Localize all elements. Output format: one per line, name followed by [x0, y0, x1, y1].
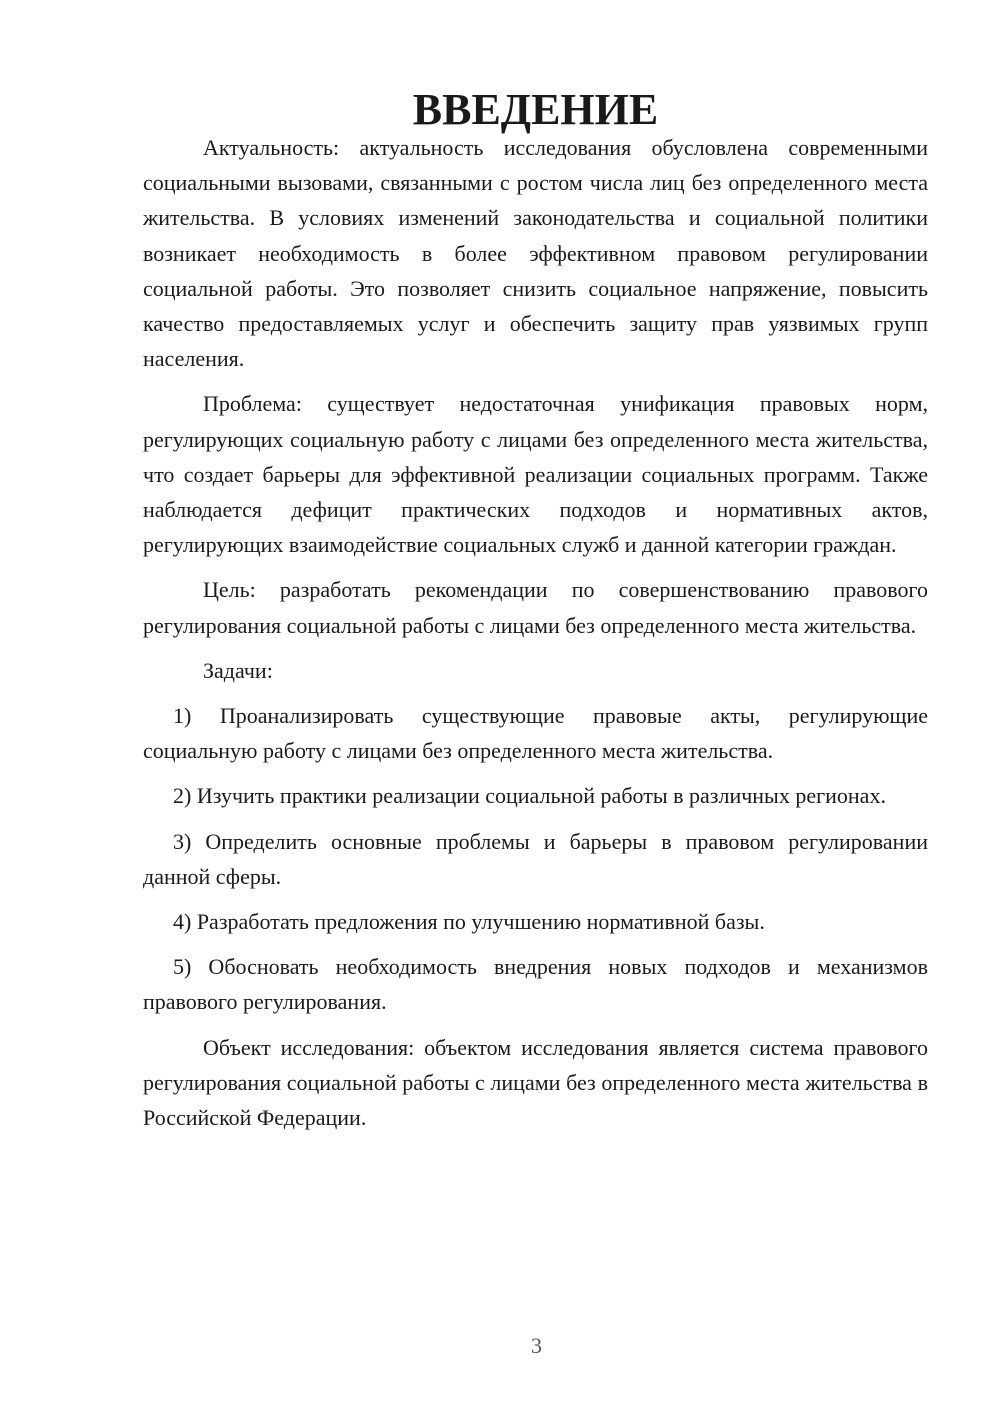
task-item: 4) Разработать предложения по улучшению нормативной базы. — [173, 909, 765, 935]
tasks-list — [143, 698, 928, 1020]
task-item: 3) Определить основные проблемы и барьеры в правовом регулировании данной сферы. — [143, 828, 928, 889]
page-number: 3 — [531, 1333, 542, 1358]
object-paragraph: Объект исследования: объектом исследования является система правового регулирования социальной работы с лицами без определенного места жительства в Российской Федерации. — [143, 1034, 928, 1131]
task-item: 5) Обосновать необходимость внедрения новых подходов и механизмов правового регулирования. — [143, 954, 928, 1015]
task-item: 1) Проанализировать существующие правовые акты, регулирующие социальную работу с лицами без определенного места жительства. — [143, 703, 928, 764]
task-item: 2) Изучить практики реализации социальной работы в различных регионах. — [173, 783, 886, 809]
document-page — [143, 85, 928, 1135]
problem-paragraph: Проблема: существует недостаточная унификация правовых норм, регулирующих социальную работу с лицами без определенного места жительства, что создает барьеры для эффективной реализации социальных программ. Также наблюдается дефицит практических подходов и нормативных актов, регулирующих взаимодействие социальных служб и данной категории граждан. — [143, 391, 928, 558]
section-title: ВВЕДЕНИЕ — [412, 85, 659, 134]
goal-paragraph: Цель: разработать рекомендации по совершенствованию правового регулирования социальной работы с лицами без определенного места жительства. — [143, 577, 928, 638]
relevance-paragraph: Актуальность: актуальность исследования обусловлена современными социальными вызовами, связанными с ростом числа лиц без определенного места жительства. В условиях изменений законодательства и социальной политики возникает необходимость в более эффективном правовом регулировании социальной работы. Это позволяет снизить социальное напряжение, повысить качество предоставляемых услуг и обеспечить защиту прав уязвимых групп населения. — [143, 135, 928, 372]
tasks-heading: Задачи: — [203, 657, 273, 683]
